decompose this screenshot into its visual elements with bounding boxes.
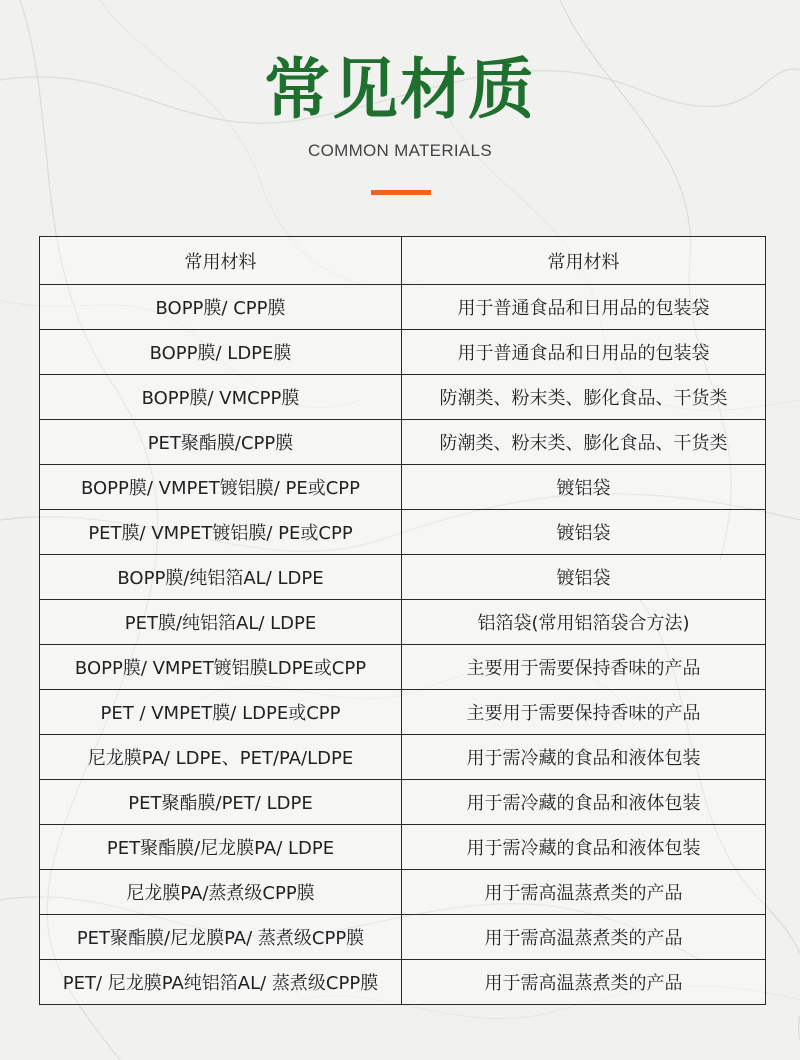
usage-cell: 用于需高温蒸煮类的产品 xyxy=(402,870,766,915)
usage-cell: 用于需冷藏的食品和液体包装 xyxy=(402,735,766,780)
material-cell: PET/ 尼龙膜PA纯铝箔AL/ 蒸煮级CPP膜 xyxy=(40,960,402,1005)
material-cell: PET聚酯膜/尼龙膜PA/ 蒸煮级CPP膜 xyxy=(40,915,402,960)
materials-table xyxy=(39,236,766,1005)
usage-cell: 用于需高温蒸煮类的产品 xyxy=(402,960,766,1005)
material-cell: PET聚酯膜/尼龙膜PA/ LDPE xyxy=(40,825,402,870)
usage-cell: 镀铝袋 xyxy=(402,465,766,510)
header-cell-material: 常用材料 xyxy=(40,237,402,285)
table-row xyxy=(40,735,766,780)
usage-cell: 镀铝袋 xyxy=(402,555,766,600)
material-cell: BOPP膜/ VMCPP膜 xyxy=(40,375,402,420)
table-row xyxy=(40,420,766,465)
usage-cell: 用于需高温蒸煮类的产品 xyxy=(402,915,766,960)
material-cell: BOPP膜/ LDPE膜 xyxy=(40,330,402,375)
usage-cell: 防潮类、粉末类、膨化食品、干货类 xyxy=(402,375,766,420)
usage-cell: 主要用于需要保持香味的产品 xyxy=(402,690,766,735)
material-cell: BOPP膜/ VMPET镀铝膜LDPE或CPP xyxy=(40,645,402,690)
usage-cell: 用于普通食品和日用品的包装袋 xyxy=(402,330,766,375)
usage-cell: 用于需冷藏的食品和液体包装 xyxy=(402,780,766,825)
material-cell: PET膜/纯铝箔AL/ LDPE xyxy=(40,600,402,645)
page-subtitle: COMMON MATERIALS xyxy=(308,141,492,160)
table-row xyxy=(40,960,766,1005)
material-cell: BOPP膜/纯铝箔AL/ LDPE xyxy=(40,555,402,600)
material-cell: 尼龙膜PA/ LDPE、PET/PA/LDPE xyxy=(40,735,402,780)
table-row xyxy=(40,285,766,330)
table-header-row xyxy=(40,237,766,285)
table-row xyxy=(40,465,766,510)
usage-cell: 镀铝袋 xyxy=(402,510,766,555)
table-row xyxy=(40,780,766,825)
usage-cell: 防潮类、粉末类、膨化食品、干货类 xyxy=(402,420,766,465)
usage-cell: 用于普通食品和日用品的包装袋 xyxy=(402,285,766,330)
material-cell: BOPP膜/ VMPET镀铝膜/ PE或CPP xyxy=(40,465,402,510)
material-cell: PET / VMPET膜/ LDPE或CPP xyxy=(40,690,402,735)
page-title: 常见材质 xyxy=(264,51,536,128)
usage-cell: 主要用于需要保持香味的产品 xyxy=(402,645,766,690)
material-cell: 尼龙膜PA/蒸煮级CPP膜 xyxy=(40,870,402,915)
table-row xyxy=(40,375,766,420)
table-row xyxy=(40,600,766,645)
table-row xyxy=(40,870,766,915)
material-cell: BOPP膜/ CPP膜 xyxy=(40,285,402,330)
table-row xyxy=(40,510,766,555)
table-row xyxy=(40,825,766,870)
material-cell: PET膜/ VMPET镀铝膜/ PE或CPP xyxy=(40,510,402,555)
table-row xyxy=(40,645,766,690)
table-row xyxy=(40,555,766,600)
material-cell: PET聚酯膜/CPP膜 xyxy=(40,420,402,465)
usage-cell: 用于需冷藏的食品和液体包装 xyxy=(402,825,766,870)
table-row xyxy=(40,330,766,375)
table-row xyxy=(40,915,766,960)
usage-cell: 铝箔袋(常用铝箔袋合方法) xyxy=(402,600,766,645)
material-cell: PET聚酯膜/PET/ LDPE xyxy=(40,780,402,825)
header-cell-usage: 常用材料 xyxy=(402,237,766,285)
accent-divider xyxy=(371,190,431,195)
table-row xyxy=(40,690,766,735)
